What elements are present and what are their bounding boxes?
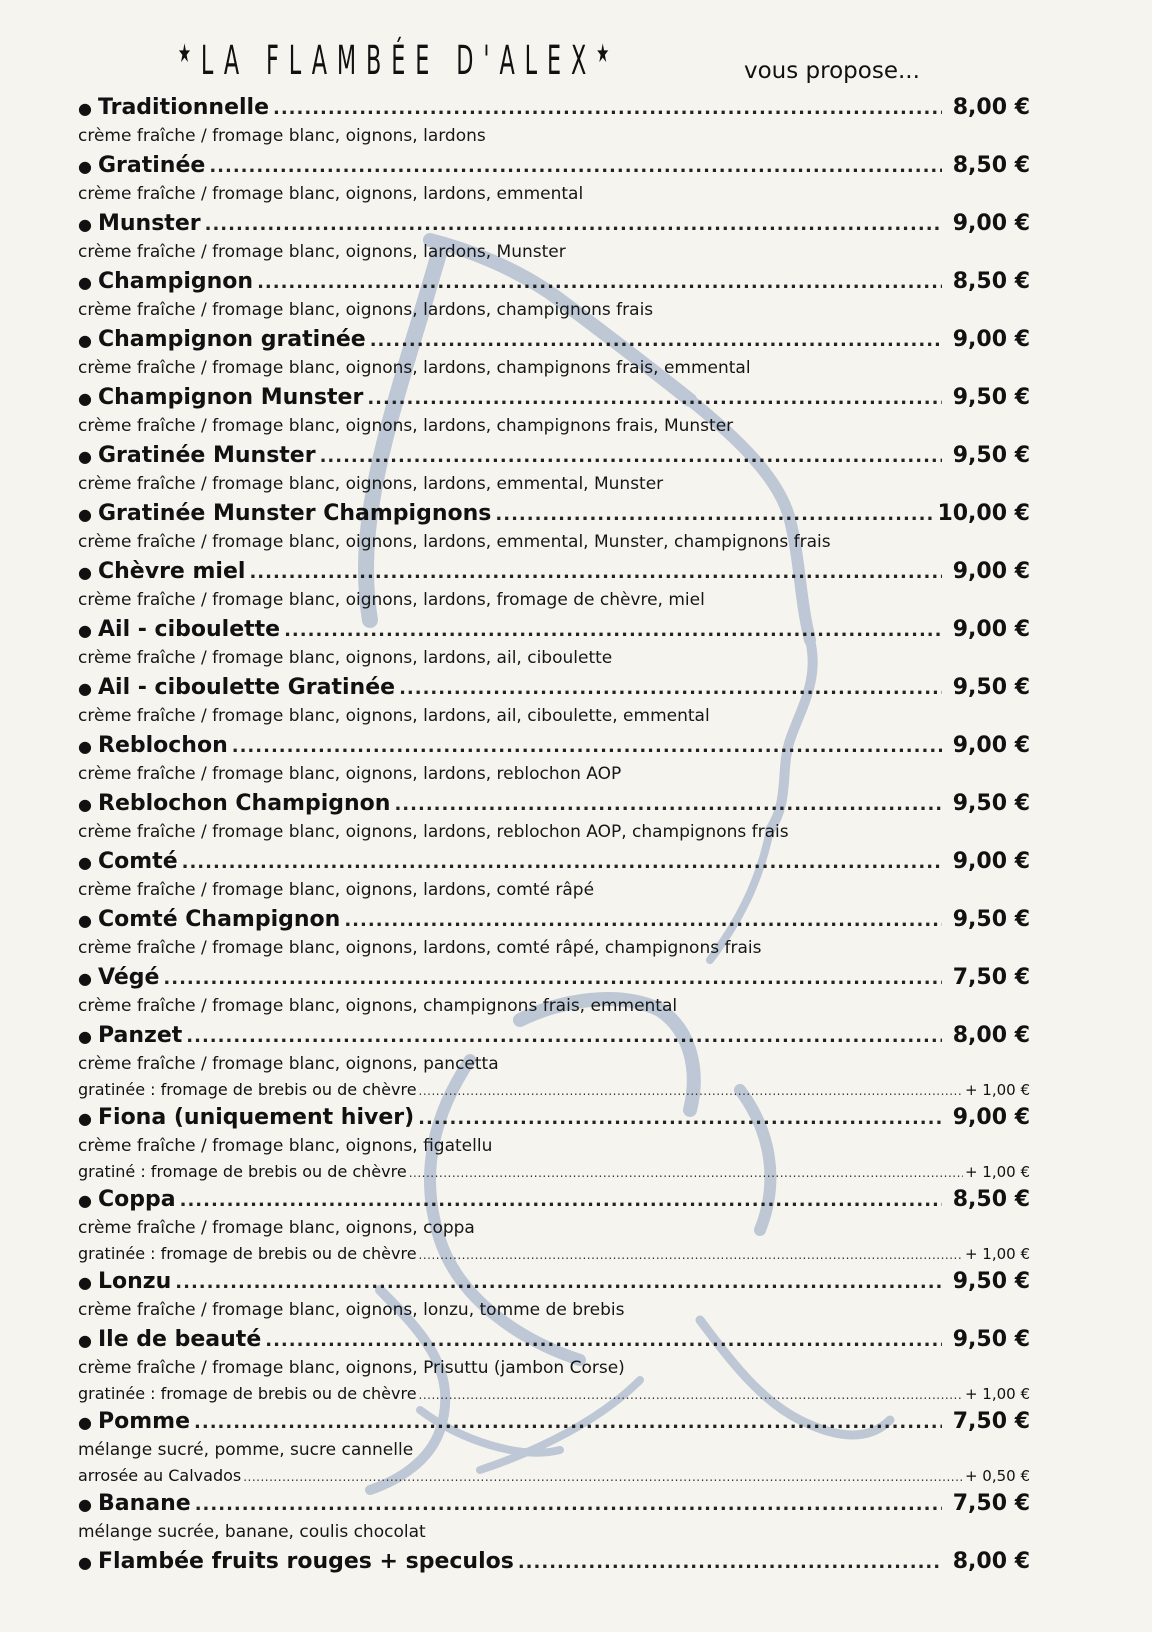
menu-item-price: 9,00 € [952,1105,1030,1130]
bullet-icon: ● [78,1273,92,1292]
menu-item-name: Gratinée [98,153,206,178]
bullet-icon: ● [78,215,92,234]
menu-item-description: crème fraîche / fromage blanc, oignons, lardons, emmental [78,184,584,204]
menu-item-row [78,498,1030,530]
menu-item-name: Ail - ciboulette Gratinée [98,675,396,700]
menu-item-description: crème fraîche / fromage blanc, oignons, lardons, reblochon AOP [78,764,622,784]
dot-leader [284,615,942,647]
menu-item [78,614,1030,672]
menu-item-price: 9,50 € [952,1327,1030,1352]
option-label: gratinée : fromage de brebis ou de chèvre [78,1384,417,1403]
dot-leader [370,325,942,357]
restaurant-name: LA FLAMBÉE D'ALEX [200,38,597,84]
menu-item-description: crème fraîche / fromage blanc, oignons, coppa [78,1218,475,1238]
menu-item-name: Panzet [98,1023,183,1048]
menu-item-description: crème fraîche / fromage blanc, oignons, lardons, comté râpé [78,880,595,900]
menu-item-price: 7,50 € [952,1491,1030,1516]
option-label: gratiné : fromage de brebis ou de chèvre [78,1162,407,1181]
menu-item-price: 9,50 € [952,443,1030,468]
dot-leader [195,1489,942,1521]
bullet-icon: ● [78,1331,92,1350]
menu-item [78,266,1030,324]
menu-item-name: Lonzu [98,1269,172,1294]
menu-item-description: crème fraîche / fromage blanc, oignons, lardons, emmental, Munster [78,474,664,494]
dot-leader [265,1325,942,1357]
bullet-icon: ● [78,1191,92,1210]
menu-item-option [78,1382,1030,1406]
option-price: + 1,00 € [964,1245,1030,1263]
menu-item-description: crème fraîche / fromage blanc, oignons, lardons, emmental, Munster, champignons frais [78,532,831,552]
menu-item-price: 9,00 € [952,327,1030,352]
menu-item-row [78,1184,1030,1216]
bullet-icon: ● [78,505,92,524]
dot-leader [399,673,942,705]
menu-item [78,324,1030,382]
menu-item-name: Traditionnelle [98,95,269,120]
menu-item [78,904,1030,962]
menu-item [78,1488,1030,1546]
menu-item-option [78,1078,1030,1102]
bullet-icon: ● [78,795,92,814]
menu-item-row [78,440,1030,472]
menu-item-description: crème fraîche / fromage blanc, oignons, lonzu, tomme de brebis [78,1300,625,1320]
menu-item-price: 9,50 € [952,791,1030,816]
menu-item-name: Banane [98,1491,191,1516]
option-label: arrosée au Calvados [78,1466,242,1485]
bullet-icon: ● [78,679,92,698]
menu-item-description: crème fraîche / fromage blanc, oignons, lardons, champignons frais [78,300,654,320]
restaurant-title [178,38,619,84]
menu-item-price: 8,00 € [952,1023,1030,1048]
menu-item-name: Reblochon Champignon [98,791,391,816]
menu-item-price: 8,00 € [952,95,1030,120]
option-price: + 1,00 € [964,1163,1030,1181]
menu-item-price: 9,00 € [952,617,1030,642]
menu-item-row [78,1488,1030,1520]
option-price: + 1,00 € [964,1081,1030,1099]
dot-leader [182,847,942,879]
dot-leader [419,1383,963,1407]
dot-leader [180,1185,942,1217]
menu-item-price: 7,50 € [952,965,1030,990]
menu-item [78,556,1030,614]
menu-item-option [78,1464,1030,1488]
bullet-icon: ● [78,389,92,408]
menu-item-description: crème fraîche / fromage blanc, oignons, lardons, reblochon AOP, champignons frais [78,822,789,842]
menu-item-price: 9,00 € [952,211,1030,236]
menu-item-description: mélange sucrée, banane, coulis chocolat [78,1522,426,1542]
dot-leader [163,963,942,995]
menu-item-row [78,962,1030,994]
bullet-icon: ● [78,447,92,466]
bullet-icon: ● [78,737,92,756]
dot-leader [418,1103,942,1135]
menu-item [78,92,1030,150]
menu-item-price: 10,00 € [937,501,1030,526]
bullet-icon: ● [78,273,92,292]
menu-item [78,730,1030,788]
menu-item [78,1266,1030,1324]
menu-item-price: 9,00 € [952,849,1030,874]
dot-leader [232,731,942,763]
menu-item-description: crème fraîche / fromage blanc, oignons, lardons [78,126,486,146]
menu-item-price: 7,50 € [952,1409,1030,1434]
menu-item-description: crème fraîche / fromage blanc, oignons, lardons, ail, ciboulette, emmental [78,706,710,726]
menu-item [78,1020,1030,1102]
menu-item-name: Champignon Munster [98,385,364,410]
dot-leader [249,557,942,589]
menu-item-name: Gratinée Munster [98,443,316,468]
bullet-icon: ● [78,157,92,176]
menu-item [78,962,1030,1020]
menu-item-name: Reblochon [98,733,228,758]
menu-header [0,38,1152,94]
menu-item [78,1324,1030,1406]
bullet-icon: ● [78,1413,92,1432]
menu-item-price: 8,50 € [952,1187,1030,1212]
menu-item-name: Coppa [98,1187,176,1212]
menu-item-row [78,1102,1030,1134]
menu-item-description: crème fraîche / fromage blanc, oignons, lardons, fromage de chèvre, miel [78,590,705,610]
menu-item-price: 8,00 € [952,1549,1030,1574]
menu-item-name: Chèvre miel [98,559,246,584]
dot-leader [419,1243,963,1267]
menu-item-row [78,904,1030,936]
menu-item-row [78,1020,1030,1052]
menu-item-description: crème fraîche / fromage blanc, oignons, pancetta [78,1054,499,1074]
bullet-icon: ● [78,853,92,872]
menu-item [78,382,1030,440]
menu-item [78,1184,1030,1266]
bullet-icon: ● [78,99,92,118]
menu-item-row [78,208,1030,240]
menu-item-name: Ail - ciboulette [98,617,281,642]
option-label: gratinée : fromage de brebis ou de chèvre [78,1080,417,1099]
dot-leader [273,93,942,125]
menu-item-description: crème fraîche / fromage blanc, oignons, lardons, champignons frais, emmental [78,358,751,378]
menu-item [78,788,1030,846]
menu-item-row [78,788,1030,820]
menu-item-row [78,1324,1030,1356]
menu-item-price: 9,50 € [952,385,1030,410]
menu-item [78,1102,1030,1184]
dot-leader [518,1547,942,1579]
bullet-icon: ● [78,1495,92,1514]
bullet-icon: ● [78,1109,92,1128]
menu-item-price: 8,50 € [952,269,1030,294]
menu-item-name: Comté [98,849,178,874]
dot-leader [257,267,942,299]
dot-leader [175,1267,942,1299]
menu-item-name: Flambée fruits rouges + speculos [98,1549,514,1574]
menu-item-row [78,1266,1030,1298]
menu-item-price: 9,50 € [952,907,1030,932]
dot-leader [186,1021,942,1053]
menu-item [78,672,1030,730]
menu-item-name: Fiona (uniquement hiver) [98,1105,415,1130]
dot-leader [495,499,933,531]
menu-item-name: Comté Champignon [98,907,341,932]
bullet-icon: ● [78,911,92,930]
option-label: gratinée : fromage de brebis ou de chèvre [78,1244,417,1263]
menu-item-description: crème fraîche / fromage blanc, oignons, champignons frais, emmental [78,996,678,1016]
menu-item-description: crème fraîche / fromage blanc, oignons, lardons, ail, ciboulette [78,648,613,668]
dot-leader [367,383,942,415]
menu-item-price: 9,50 € [952,1269,1030,1294]
menu-item-row [78,92,1030,124]
menu-item-description: crème fraîche / fromage blanc, oignons, lardons, champignons frais, Munster [78,416,734,436]
menu-item [78,208,1030,266]
menu-item-row [78,846,1030,878]
star-icon: ★ [178,39,201,69]
menu-item-row [78,1546,1030,1578]
menu-item-row [78,150,1030,182]
menu-item-option [78,1160,1030,1184]
bullet-icon: ● [78,331,92,350]
menu-item [78,1546,1030,1578]
bullet-icon: ● [78,1553,92,1572]
menu-item-price: 9,00 € [952,733,1030,758]
dot-leader [394,789,942,821]
bullet-icon: ● [78,969,92,988]
dot-leader [344,905,942,937]
menu-item-description: crème fraîche / fromage blanc, oignons, lardons, Munster [78,242,566,262]
menu-item [78,440,1030,498]
menu-item-description: crème fraîche / fromage blanc, oignons, Prisuttu (jambon Corse) [78,1358,625,1378]
menu-item-name: Gratinée Munster Champignons [98,501,492,526]
option-price: + 1,00 € [964,1385,1030,1403]
menu-item-name: Ile de beauté [98,1327,262,1352]
menu-item-name: Champignon [98,269,254,294]
tagline: vous propose... [744,58,920,84]
menu-item-name: Végé [98,965,160,990]
menu-item-row [78,382,1030,414]
dot-leader [243,1465,963,1489]
menu-item-row [78,672,1030,704]
dot-leader [194,1407,942,1439]
bullet-icon: ● [78,621,92,640]
menu-item-row [78,556,1030,588]
menu-item-option [78,1242,1030,1266]
option-price: + 0,50 € [964,1467,1030,1485]
menu-item-row [78,266,1030,298]
menu-item-name: Munster [98,211,201,236]
bullet-icon: ● [78,563,92,582]
menu-item [78,846,1030,904]
menu-item-name: Pomme [98,1409,191,1434]
menu-item-name: Champignon gratinée [98,327,366,352]
menu-item-description: mélange sucré, pomme, sucre cannelle [78,1440,414,1460]
bullet-icon: ● [78,1027,92,1046]
menu-item [78,1406,1030,1488]
dot-leader [209,151,942,183]
star-icon: ★ [596,39,620,69]
menu-item [78,150,1030,208]
menu-item [78,498,1030,556]
dot-leader [419,1079,963,1103]
dot-leader [409,1161,963,1185]
menu-item-description: crème fraîche / fromage blanc, oignons, lardons, comté râpé, champignons frais [78,938,762,958]
menu-item-price: 9,00 € [952,559,1030,584]
menu-list [78,92,1030,1578]
menu-item-price: 8,50 € [952,153,1030,178]
menu-item-row [78,730,1030,762]
menu-item-price: 9,50 € [952,675,1030,700]
dot-leader [205,209,942,241]
dot-leader [320,441,942,473]
menu-item-row [78,1406,1030,1438]
menu-item-description: crème fraîche / fromage blanc, oignons, figatellu [78,1136,493,1156]
menu-item-row [78,614,1030,646]
menu-item-row [78,324,1030,356]
